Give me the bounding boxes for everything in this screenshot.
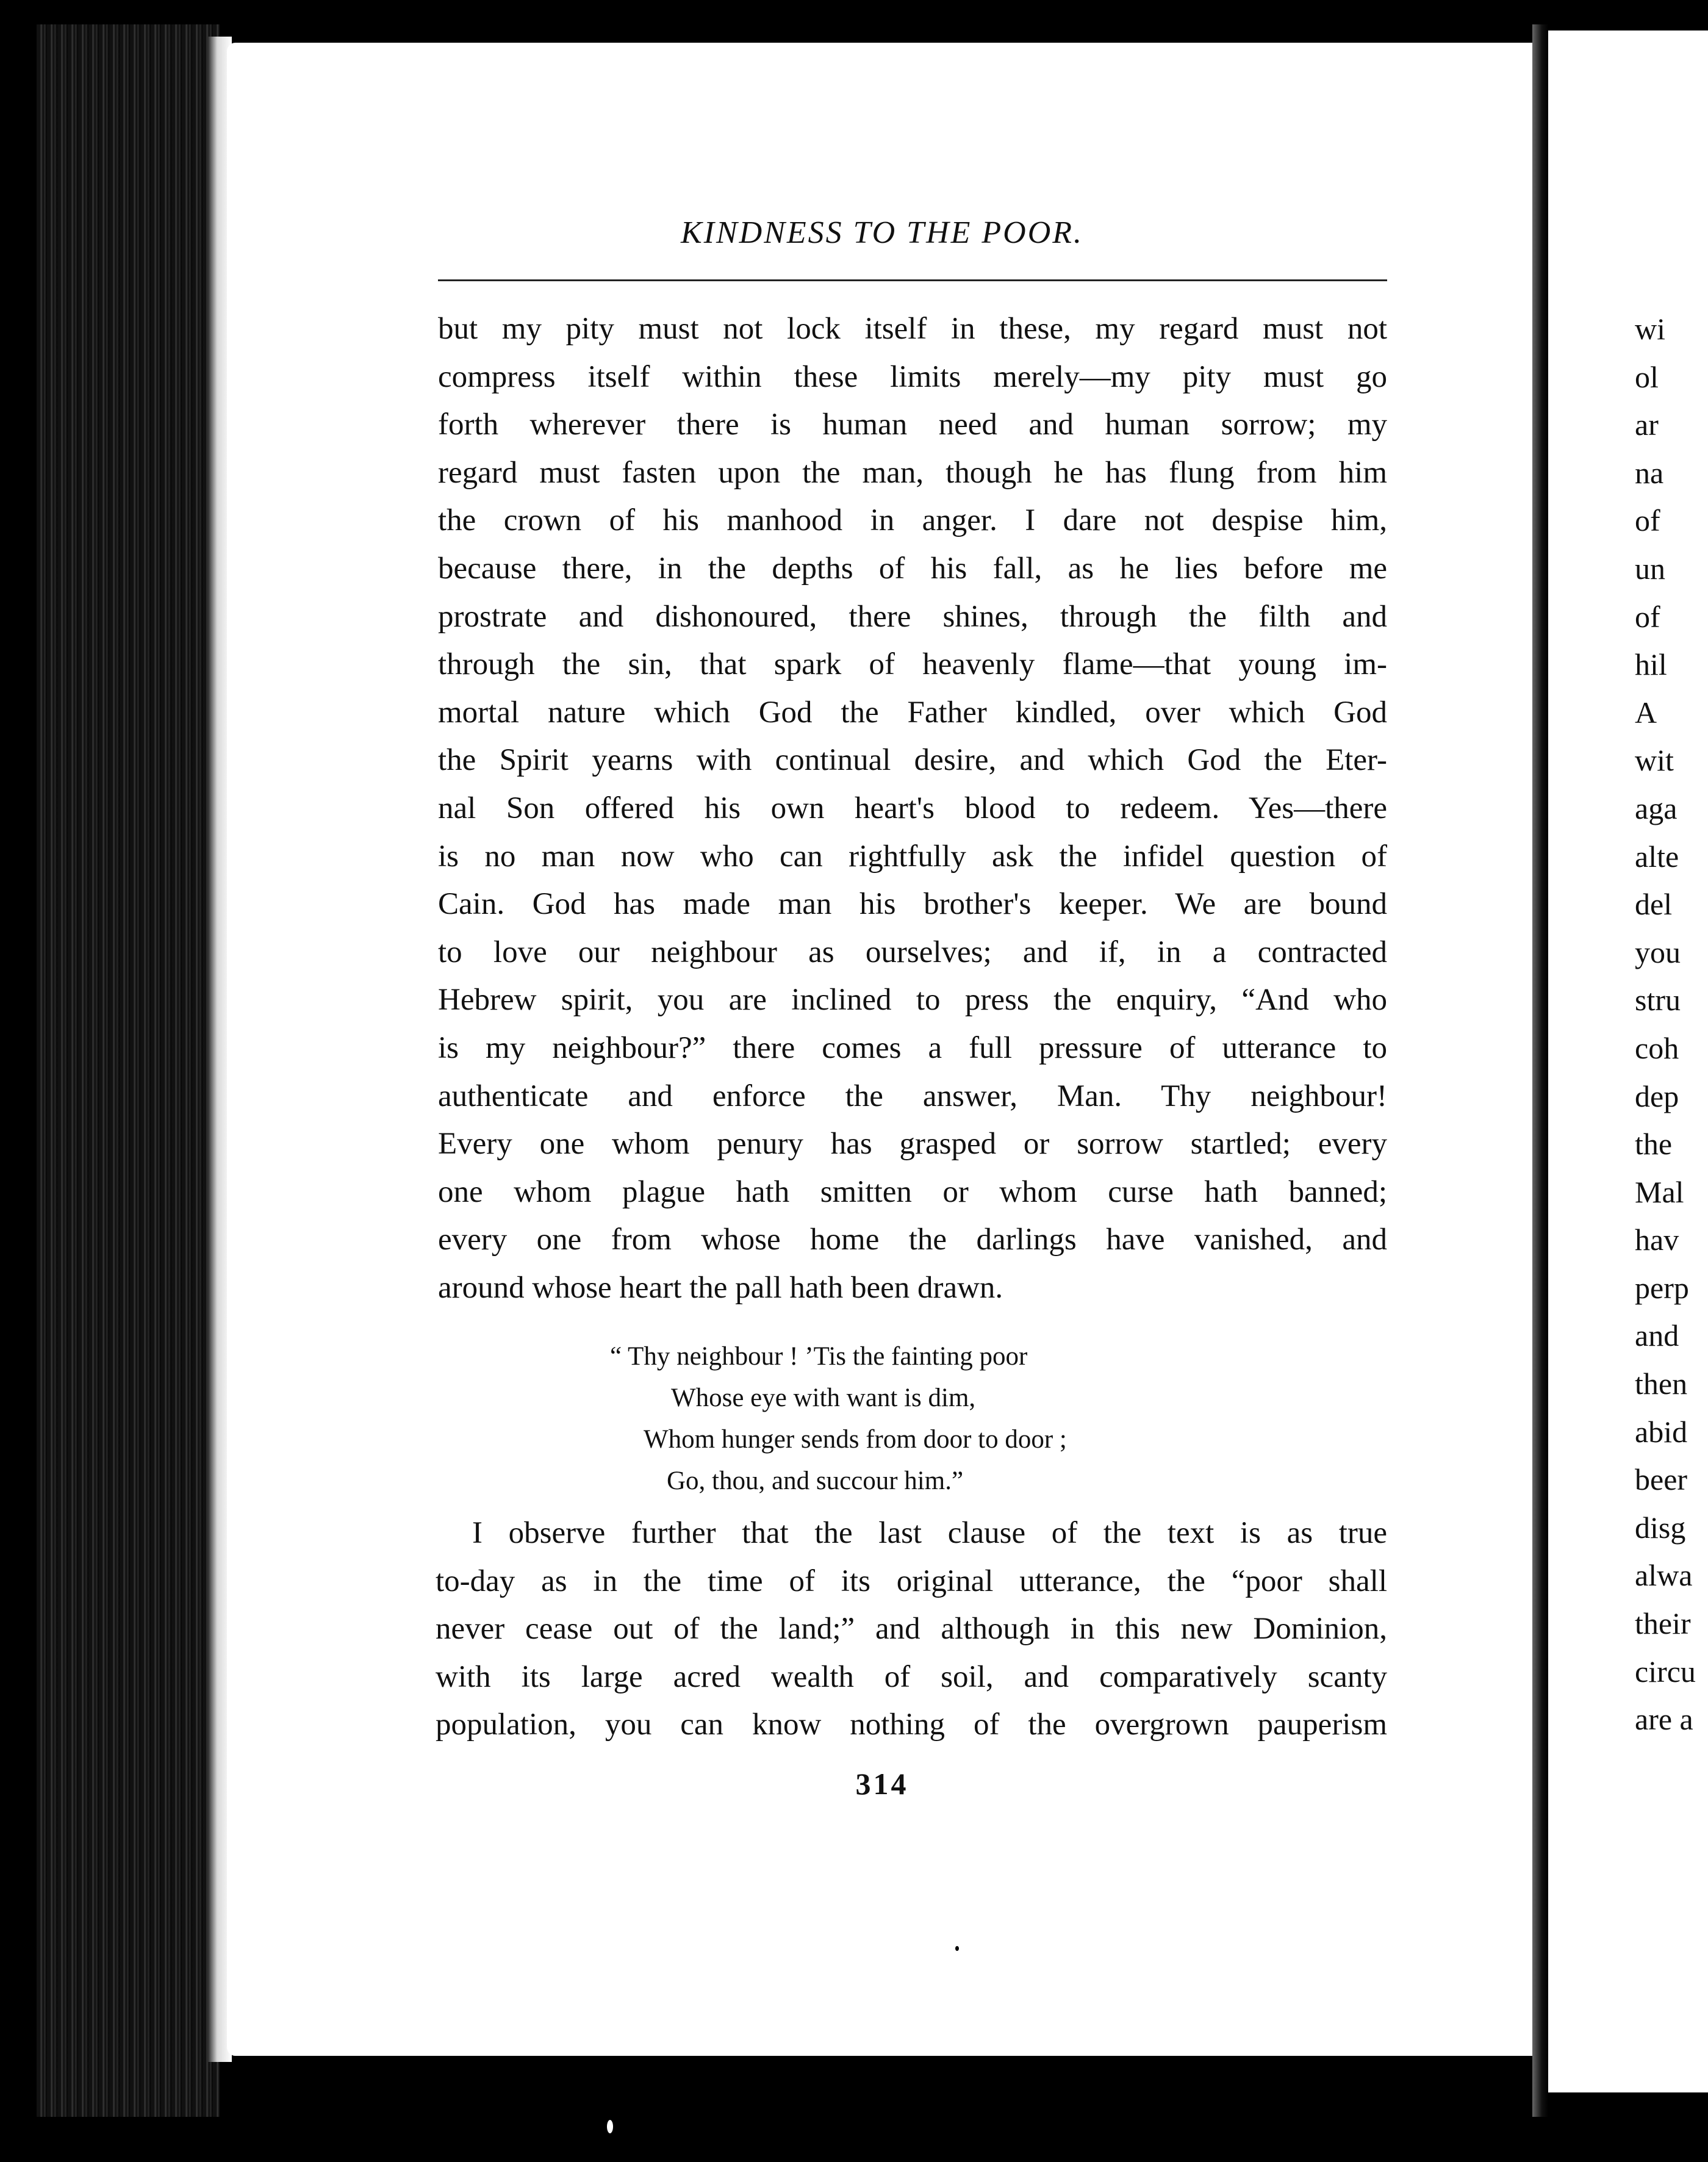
facing-line: ol [1635, 359, 1659, 394]
text-line: to-day as in the time of its original utterance, the “poor shall [436, 1564, 1387, 1598]
running-head: KINDNESS TO THE POOR. [680, 215, 1084, 250]
verse-line: Whose eye with want is dim, [671, 1384, 976, 1412]
facing-page-text [1635, 305, 1708, 1744]
facing-line: are a [1635, 1702, 1693, 1737]
facing-line: beer [1635, 1462, 1688, 1497]
text-line: the Spirit yearns with continual desire, and which God the Eter- [438, 743, 1387, 778]
text-line: mortal nature which God the Father kindled, over which God [438, 695, 1387, 730]
verse-line: Whom hunger sends from door to door ; [644, 1425, 1067, 1454]
text-line: prostrate and dishonoured, there shines, through the filth and [438, 599, 1387, 634]
facing-line: hil [1635, 647, 1667, 682]
facing-line: then [1635, 1367, 1688, 1401]
facing-line: Mal [1635, 1174, 1684, 1209]
facing-line: circu [1635, 1654, 1696, 1689]
paragraph-second [436, 1509, 1387, 1749]
text-line: one whom plague hath smitten or whom curse hath banned; [438, 1174, 1387, 1209]
text-line: compress itself within these limits merely—my pity must go [438, 359, 1387, 394]
text-line: forth wherever there is human need and human sorrow; my [438, 408, 1387, 442]
facing-line: alte [1635, 839, 1679, 874]
book-page-edges [37, 24, 220, 2117]
verse-line: Go, thou, and succour him.” [667, 1467, 964, 1495]
text-line: population, you can know nothing of the overgrown pauperism [436, 1708, 1387, 1742]
facing-line: un [1635, 551, 1665, 586]
text-line: authenticate and enforce the answer, Man. Thy neighbour! [438, 1079, 1387, 1113]
text-line: but my pity must not lock itself in these, my regard must not [438, 312, 1387, 346]
header-rule [438, 279, 1387, 281]
text-line: Every one whom penury has grasped or sorrow startled; every [438, 1127, 1387, 1162]
text-line: because there, in the depths of his fall, as he lies before me [438, 551, 1387, 586]
facing-line: you [1635, 935, 1681, 969]
book-gutter [1532, 24, 1548, 2117]
facing-line: perp [1635, 1270, 1689, 1305]
text-line: around whose heart the pall hath been drawn. [438, 1270, 1003, 1305]
facing-line: ar [1635, 408, 1659, 442]
facing-line: abid [1635, 1414, 1688, 1449]
facing-line: of [1635, 599, 1660, 634]
facing-line: dep [1635, 1079, 1679, 1113]
text-line: to love our neighbour as ourselves; and if, in a contracted [438, 935, 1387, 969]
paragraph-main [438, 305, 1387, 1312]
text-line: through the sin, that spark of heavenly flame—that young im- [438, 647, 1387, 682]
facing-line: stru [1635, 983, 1681, 1018]
text-line: regard must fasten upon the man, though he has flung from him [438, 455, 1387, 490]
facing-line: disg [1635, 1510, 1686, 1545]
facing-line: their [1635, 1606, 1691, 1641]
text-line: the crown of his manhood in anger. I dare not despise him, [438, 503, 1387, 538]
facing-line: hav [1635, 1223, 1679, 1257]
facing-line: del [1635, 887, 1673, 922]
facing-line: wit [1635, 743, 1674, 778]
facing-line: aga [1635, 791, 1678, 825]
text-line: with its large acred wealth of soil, and comparatively scanty [436, 1659, 1387, 1694]
dust-speck [955, 1946, 959, 1951]
dust-speck [607, 2120, 613, 2133]
facing-line: na [1635, 455, 1664, 490]
page-number: 314 [855, 1767, 909, 1801]
facing-line: the [1635, 1127, 1673, 1162]
text-line: never cease out of the land;” and although in this new Dominion, [436, 1612, 1387, 1647]
text-line: Hebrew spirit, you are inclined to press the enquiry, “And who [438, 983, 1387, 1018]
facing-line: and [1635, 1318, 1679, 1353]
text-line: Cain. God has made man his brother's keeper. We are bound [438, 887, 1387, 922]
text-line: every one from whose home the darlings have vanished, and [438, 1223, 1387, 1257]
text-line: is no man now who can rightfully ask the infidel question of [438, 839, 1387, 874]
facing-line: of [1635, 503, 1660, 538]
text-line: nal Son offered his own heart's blood to redeem. Yes—there [438, 791, 1387, 825]
facing-line: wi [1635, 312, 1665, 346]
facing-line: coh [1635, 1030, 1679, 1065]
facing-line: A [1635, 695, 1657, 730]
text-line: is my neighbour?” there comes a full pressure of utterance to [438, 1030, 1387, 1065]
facing-line: alwa [1635, 1558, 1693, 1593]
verse-line: “ Thy neighbour ! ’Tis the fainting poor [610, 1342, 1028, 1371]
verse-quotation [610, 1336, 1220, 1502]
text-line: I observe further that the last clause of the text is as true [472, 1516, 1387, 1550]
